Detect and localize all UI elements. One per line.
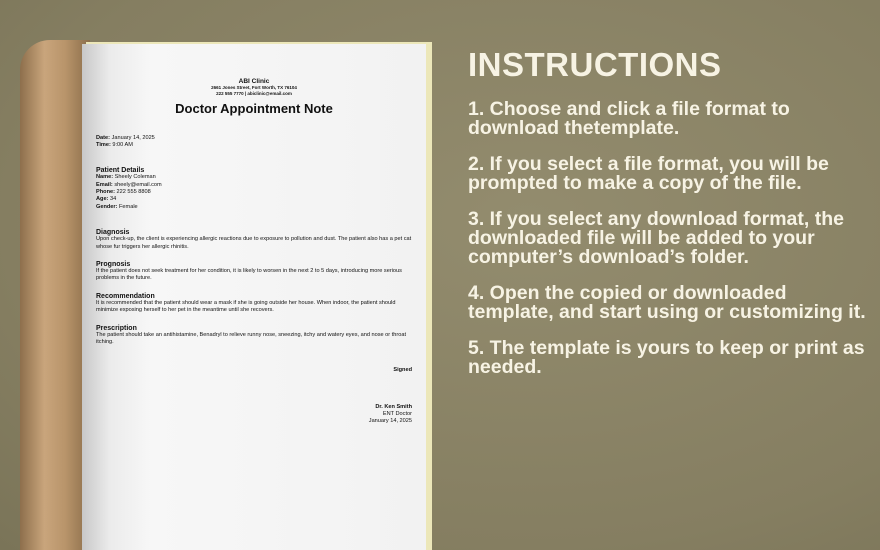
sign-date: January 14, 2025 bbox=[368, 418, 412, 425]
document-title: Doctor Appointment Note bbox=[175, 101, 333, 117]
document-preview bbox=[82, 44, 426, 550]
phone-label: Phone: bbox=[96, 189, 115, 196]
instruction-step: 1. Choose and click a file format to download thetemplate. bbox=[468, 98, 790, 139]
time-line bbox=[96, 142, 412, 149]
instruction-step: 3. If you select any download format, the downloaded file will be added to your computer’s download’s folder. bbox=[468, 208, 844, 268]
instructions-panel bbox=[468, 46, 868, 394]
name-line bbox=[96, 174, 412, 181]
phone-value: 222 555 8808 bbox=[116, 189, 151, 196]
prescription-text: The patient should take an antihistamine, Benadryl to relieve runny nose, sneezing, itchy and watery eyes, and nose or throat itching. bbox=[96, 331, 407, 346]
doctor-name: Dr. Ken Smith bbox=[375, 403, 412, 410]
time-value: 9:00 AM bbox=[112, 141, 133, 148]
clinic-address: 2661 Jones Street, Fort Worth, TX 76104 bbox=[211, 85, 297, 91]
diagnosis-text: Upon check-up, the client is experiencing allergic reactions due to exposure to pollution and dust. The patient also has a pet cat whose fur triggers her allergic rhinitis. bbox=[96, 236, 412, 250]
email-label: Email: bbox=[96, 181, 113, 188]
signed-label: Signed bbox=[393, 366, 412, 373]
date-line bbox=[96, 135, 412, 142]
recommendation-heading: Recommendation bbox=[96, 292, 155, 300]
age-label: Age: bbox=[96, 196, 109, 203]
name-value: Sheely Coleman bbox=[114, 174, 156, 181]
clinic-contact: 222 555 7770 | abiclinic@email.com bbox=[216, 90, 292, 96]
time-label: Time: bbox=[96, 141, 111, 148]
gender-value: Female bbox=[119, 203, 138, 210]
age-line bbox=[96, 196, 412, 203]
paper-roll bbox=[20, 40, 90, 550]
age-value: 34 bbox=[110, 196, 117, 203]
instruction-step: 4. Open the copied or downloaded template, and start using or customizing it. bbox=[468, 282, 866, 323]
gender-line bbox=[96, 204, 412, 211]
prognosis-text: If the patient does not seek treatment for her condition, it is likely to worsen in the next 2 to 5 days, introducing more serious problems in the future. bbox=[96, 268, 402, 282]
instructions-title: INSTRUCTIONS bbox=[468, 46, 722, 83]
prescription-heading: Prescription bbox=[96, 324, 137, 332]
email-line bbox=[96, 182, 412, 189]
date-label: Date: bbox=[96, 134, 110, 141]
prognosis-heading: Prognosis bbox=[96, 260, 131, 268]
doctor-role: ENT Doctor bbox=[382, 411, 412, 418]
date-value: January 14, 2025 bbox=[111, 134, 155, 141]
name-label: Name: bbox=[96, 174, 114, 181]
diagnosis-heading: Diagnosis bbox=[96, 228, 130, 236]
instruction-step: 2. If you select a file format, you will be prompted to make a copy of the file. bbox=[468, 153, 829, 194]
instruction-step: 5. The template is yours to keep or print as needed. bbox=[468, 337, 865, 378]
recommendation-text: It is recommended that the patient should wear a mask if she is going outside her house. When indoor, the patient should minimize exposing herself to her pet in the meantime until she recovers. bbox=[96, 300, 396, 314]
gender-label: Gender: bbox=[96, 203, 118, 210]
patient-heading: Patient Details bbox=[96, 167, 145, 175]
clinic-name: ABI Clinic bbox=[238, 78, 270, 85]
phone-line bbox=[96, 189, 412, 196]
email-value: sheely@email.com bbox=[114, 181, 162, 188]
